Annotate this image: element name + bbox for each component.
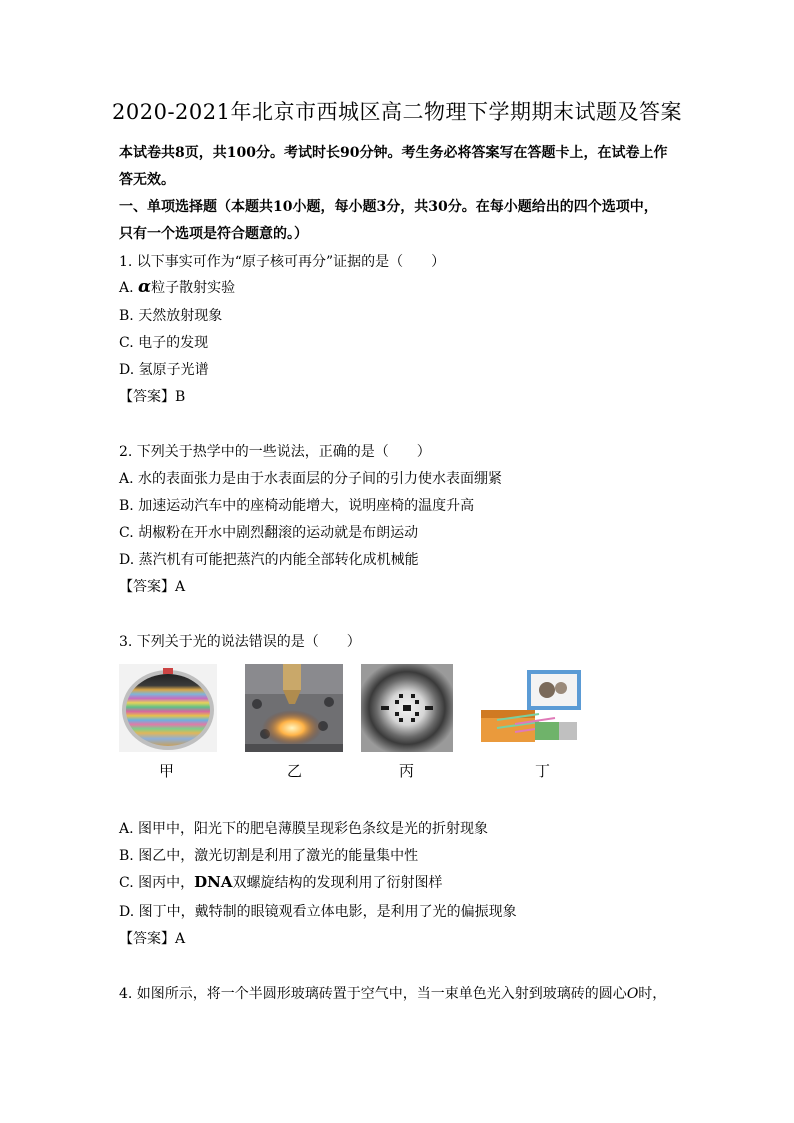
- exam-instructions: [119, 140, 679, 194]
- q3-answer: 【答案】A: [119, 931, 186, 947]
- q1-option-a: [119, 277, 235, 297]
- q2-option-b: B. 加速运动汽车中的座椅动能增大，说明座椅的温度升高: [119, 498, 475, 514]
- caption-jia: 甲: [159, 762, 175, 780]
- q3-option-b: B. 图乙中，激光切割是利用了激光的能量集中性: [119, 848, 419, 864]
- q1-option-a-text: 粒子散射实验: [151, 280, 236, 296]
- q4-stem-before: 4. 如图所示，将一个半圆形玻璃砖置于空气中，当一束单色光入射到玻璃砖的圆心: [119, 986, 627, 1002]
- figure-jia: [119, 664, 217, 756]
- figure-ding: [475, 664, 585, 756]
- q2-option-d: D. 蒸汽机有可能把蒸汽的内能全部转化成机械能: [119, 552, 419, 568]
- q4-stem-after: 时，: [638, 986, 667, 1002]
- dna-symbol: DNA: [194, 873, 233, 891]
- alpha-symbol: α: [138, 277, 152, 297]
- section-heading: [119, 194, 679, 248]
- q3-option-c-text: 双螺旋结构的发现利用了衍射图样: [232, 875, 443, 891]
- laser-cutting-image: [245, 664, 343, 752]
- q1-option-b: B. 天然放射现象: [119, 308, 223, 324]
- q2-option-a: A. 水的表面张力是由于水表面层的分子间的引力使水表面绷紧: [119, 471, 503, 487]
- caption-yi: 乙: [287, 762, 303, 780]
- dna-diffraction-image: [361, 664, 453, 752]
- section-heading-line-2: 只有一个选项是符合题意的。）: [119, 226, 308, 242]
- instructions-line-2: 答无效。: [119, 172, 175, 188]
- soap-film-image: [119, 664, 217, 752]
- q2-stem: 2. 下列关于热学中的一些说法，正确的是（ ）: [119, 444, 431, 460]
- figure-bing: [361, 664, 453, 756]
- q3-option-c-prefix: C. 图丙中，: [119, 875, 195, 891]
- instructions-line-1: 本试卷共8页，共100分。考试时长90分钟。考生务必将答案写在答题卡上，在试卷上作: [119, 145, 668, 161]
- q3-figures: [119, 664, 589, 784]
- point-o-symbol: O: [626, 986, 639, 1002]
- q1-stem: 1. 以下事实可作为“原子核可再分”证据的是（ ）: [119, 254, 446, 270]
- q3-option-a: A. 图甲中，阳光下的肥皂薄膜呈现彩色条纹是光的折射现象: [119, 821, 489, 837]
- q3-stem: 3. 下列关于光的说法错误的是（ ）: [119, 634, 361, 650]
- polarized-3d-image: [475, 664, 585, 752]
- q2-answer: 【答案】A: [119, 579, 186, 595]
- q3-option-c: [119, 872, 442, 892]
- section-heading-line-1: 一、单项选择题（本题共10小题，每小题3分，共30分。在每小题给出的四个选项中，: [119, 199, 658, 215]
- page-title: 2020-2021年北京市西城区高二物理下学期期末试题及答案: [112, 100, 682, 124]
- caption-bing: 丙: [399, 762, 415, 780]
- q1-option-a-prefix: A.: [119, 280, 134, 296]
- q4-stem: [119, 983, 666, 1003]
- q2-option-c: C. 胡椒粉在开水中剧烈翻滚的运动就是布朗运动: [119, 525, 419, 541]
- q3-option-d: D. 图丁中，戴特制的眼镜观看立体电影，是利用了光的偏振现象: [119, 904, 517, 920]
- figure-yi: [245, 664, 343, 756]
- caption-ding: 丁: [535, 762, 551, 780]
- q1-option-c: C. 电子的发现: [119, 335, 209, 351]
- q1-answer: 【答案】B: [119, 389, 186, 405]
- q1-option-d: D. 氢原子光谱: [119, 362, 209, 378]
